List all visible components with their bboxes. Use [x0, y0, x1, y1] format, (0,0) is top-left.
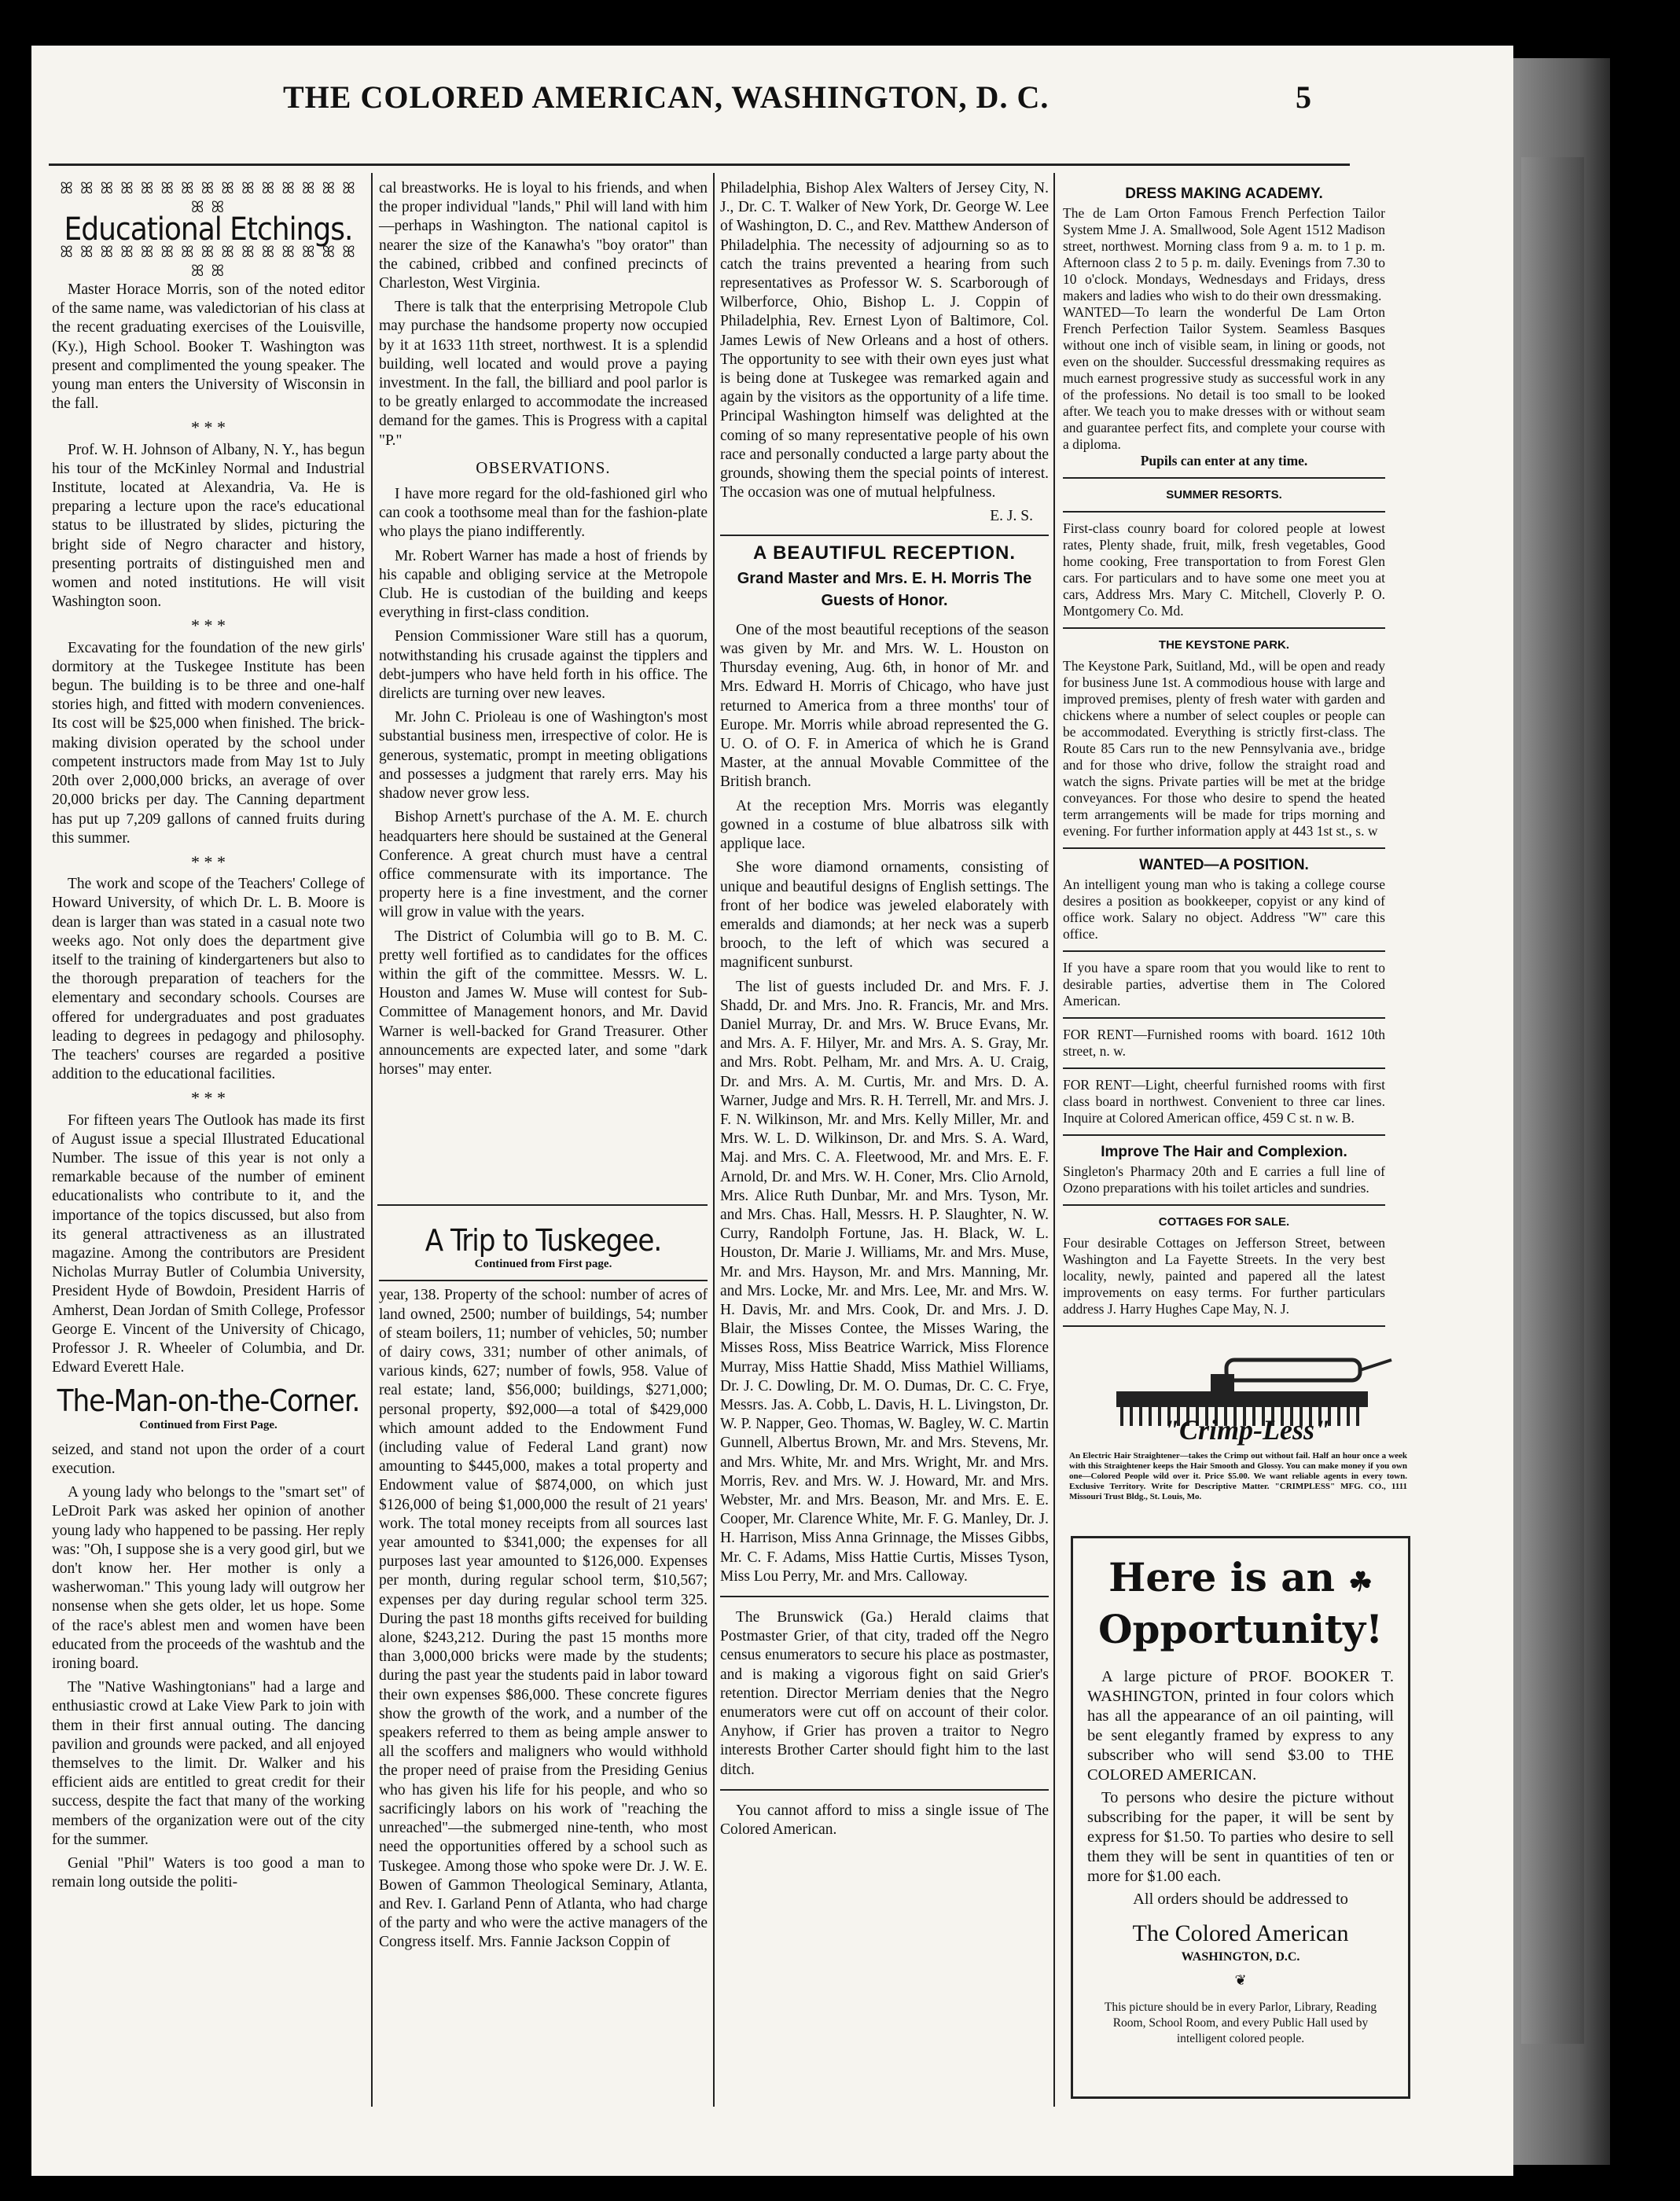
article-paragraph: I have more regard for the old-fashioned girl who can cook a toothsome meal than for the fashion-plate who plays the piano indifferently.: [379, 486, 708, 541]
article-paragraph: One of the most beautiful receptions of the season was given by Mr. and Mrs. W. L. Houston on Thursday evening, Aug. 6th, in honor of Mr. and Mrs. Edward H. Morris of Chicago, who have just returned to America from a three months' tour of Europe. Mr. Morris while abroad represented the G. U. O. of O. F. in America of which he is Grand Master, at the annual Movable Committee of the British branch.: [720, 621, 1049, 791]
article-paragraph: cal breastworks. He is loyal to his friends, and when the proper individual "lands," Phil will land with him—perhaps in Washington. The national capitol is nearer the size of the Kanawha's "boy orator" than the cabined, cribbed and confined precincts of Charleston, West Virginia.: [379, 180, 708, 292]
summer-resorts-heading: SUMMER RESORTS.: [1166, 488, 1282, 502]
separator-stars: * * *: [191, 417, 226, 438]
article-paragraph: For fifteen years The Outlook has made its first of August issue a special Illustrated Educational Number. The issue of this year is not only a remarkable because of the number of eminent educationalists who contribute to it, and the importance of the topics discussed, but also from its general attractiveness as an illustrated magazine. Among the contributors are President Nicholas Murray Butler of Columbia University, President Hyde of Bowdoin, President Harris of Amherst, Dean Jordan of Smith College, Professor George E. Vincent of the University of Chicago, Professor J. R. Wheeler of Columbia, and Dr. Edward Everett Hale.: [52, 1112, 365, 1376]
section-rule: [379, 1280, 708, 1281]
column-3: [720, 179, 1049, 1844]
article-paragraph: Excavating for the foundation of the new girls' dormitory at the Tuskegee Institute has been begun. The building is to be three and one-half stories high, and fitted with modern conveniences. Its cost will be $25,000 when finished. The brick-making division operated by the school under competent instructors made from May 1st to July 20th over 2,000,000 bricks, an average of over 20,000 bricks per day. The Canning department has put up 7,209 gallons of canned fruits during this summer.: [52, 639, 365, 847]
ad-text: First-class counry board for colored people at lowest rates, Plenty shade, fruit, milk, fresh vegetables, Good home cooking, Free transportation to from Forest Glen cars. For particulars and to have some one meet you at cars, Address Mrs. Mary C. Mitchell, Cloverly P. O. Montgomery Co. Md.: [1063, 520, 1385, 619]
ad-text: The Keystone Park, Suitland, Md., will be open and ready for business June 1st. A commodious house with large and improved premises, plenty of fresh water with garden and chickens where a number of select couples or people can be accommodated. Everything is strictly first-class. The Route 85 Cars run to the new Pennsylvania ave., bridge and for those who drive, follow the straight road and watch the signs. Private parties will be met at the bridge conveyances. For those who desire to spend the heated term arrangements will be made for trips morning and evening. For further information apply at 443 1st st., s. w: [1063, 658, 1385, 839]
article-paragraph: The "Native Washingtonians" had a large and enthusiastic crowd at Lake View Park to join with them in their first annual outing. The dancing pavilion and grounds were packed, and all enjoyed themselves to the limit. Dr. Walker and his efficient aids are entitled to great credit for their success, despite the fact that many of the working members of the organization were out of the city for the summer.: [52, 1679, 365, 1848]
article-paragraph: The District of Columbia will go to B. M. C. pretty well fortified as to candidates for the offices within the gift of the committee. Messrs. W. L. Houston and James W. Muse will contest for Sub-Committee of Management honors, and Mr. David Warner is well-backed for Grand Treasurer. Other announcements are expected later, and some "dark horses" may enter.: [379, 928, 708, 1078]
ad-divider: [1063, 847, 1385, 849]
opportunity-title: [1087, 1554, 1394, 1653]
publisher-place: WASHINGTON, D.C.: [1181, 1950, 1300, 1964]
article-paragraph: Prof. W. H. Johnson of Albany, N. Y., has begun his tour of the McKinley Normal and Industrial Institute, located at Alexandria, Va. He is preparing a lecture upon the race's educational status to be illustrated by slides, picturing the bright side of Negro character and history, presenting portraits of distinguished men and women and noted institutions. He will visit Washington soon.: [52, 441, 365, 611]
crimp-less-ad: [1069, 1336, 1407, 1525]
article-paragraph: Mr. John C. Prioleau is one of Washington's most substantial business men, irrespective of color. He is generous, systematic, prompt in meeting obligations and possesses a judgment that rarely errs. May his shadow never grow less.: [379, 709, 708, 803]
column-rule-3: [1053, 173, 1055, 2107]
shamrock-icon: ☘: [1348, 1567, 1373, 1598]
ad-text: WANTED—To learn the wonderful De Lam Orton French Perfection Tailor System. Seamless Basques without one inch of visible seam, in lining or goods, not even on the shoulder. Successful dressmaking requires as much earnest progressive study as successful work in any of the professions. No detail is too small to be looked after. We teach you to make dresses with or without seam and guarantee perfect fits, and complete your course with a diploma.: [1063, 304, 1385, 452]
ad-divider: [1063, 1134, 1385, 1136]
article-paragraph: Genial "Phil" Waters is too good a man to remain long outside the politi-: [52, 1855, 365, 1891]
observations-heading: OBSERVATIONS.: [476, 457, 611, 477]
continued-note: Continued from First page.: [474, 1258, 612, 1271]
opportunity-title-line1: Here is an ☘: [1108, 1554, 1373, 1600]
article-paragraph: She wore diamond ornaments, consisting of unique and beautiful designs of English settings. The front of her bodice was jeweled elaborately with emeralds and diamonds; at her neck was a superb brooch, to the left of which was secured a magnificent sunburst.: [720, 859, 1049, 972]
crimp-less-text: An Electric Hair Straightener—takes the Crimp out without fail. Half an hour once a week with this Straightener keeps the Hair Smooth and Glossy. You can make money if you own one—Colored People wild over it. Price $5.00. We want reliable agents in every town. Exclusive Territory. Write for Descriptive Matter. "CRIMPLESS" MFG. CO., 1111 Missouri Trust Bldg., St. Louis, Mo.: [1069, 1451, 1407, 1501]
ad-text: The de Lam Orton Famous French Perfection Tailor System Mme J. A. Smallwood, Sole Agent 1512 Madison street, northwest. Morning class from 9 a. m. to 1 p. m. Afternoon class 2 to 5 p. m. daily. Evenings from 7.30 to 10 o'clock. Mondays, Wednesdays and Fridays, dress makers and ladies who wish to do their own dressmaking.: [1063, 205, 1385, 303]
section-rule: [720, 535, 1049, 536]
article-paragraph: There is talk that the enterprising Metropole Club may purchase the handsome property now occupied by it at 1633 11th street, northwest. It is a splendid building, well located and would prove a paying investment. In the fall, the billiard and pool parlor is to be greatly enlarged to accommodate the increased demand for the games. This is Progress with a capital "P.": [379, 299, 708, 449]
opportunity-ad-box: [1071, 1536, 1410, 2099]
fleuron-icon: ❦: [1234, 1972, 1247, 1988]
column-rule-2: [713, 173, 715, 2107]
signature: E. J. S.: [990, 508, 1033, 525]
opportunity-text: A large picture of PROF. BOOKER T. WASHINGTON, printed in four colors which has all the appearance of an oil painting, will be sent elegantly framed by express to any subscriber who will send $3.00 to THE COLORED AMERICAN.: [1087, 1668, 1394, 1784]
hair-complexion-heading: Improve The Hair and Complexion.: [1101, 1144, 1347, 1160]
article-paragraph: Master Horace Morris, son of the noted editor of the same name, was valedictorian of his class at the recent graduating exercises of the Louisville, (Ky.), High School. Booker T. Washington was present and complimented the young speaker. The young man enters the University of Wisconsin in the fall.: [52, 281, 365, 413]
scan-top-border: [0, 0, 1680, 46]
trip-to-tuskegee-heading: A Trip to Tuskegee.: [425, 1223, 662, 1258]
ad-divider: [1063, 1204, 1385, 1206]
article-paragraph: Bishop Arnett's purchase of the A. M. E. church headquarters here should be sustained at the General Conference. A great church must have a central office commensurate with its importance. The property here is a fine investment, and the corner will grow in value with the years.: [379, 809, 708, 921]
ornament-bottom: ꕤ ꕤ ꕤ ꕤ ꕤ ꕤ ꕤ ꕤ ꕤ ꕤ ꕤ ꕤ ꕤ ꕤ ꕤ ꕤ ꕤ: [60, 243, 357, 280]
wanted-position-heading: WANTED—A POSITION.: [1139, 857, 1309, 873]
binding-shadow: [1521, 157, 1584, 2044]
opportunity-text: To persons who desire the picture without subscribing for the paper, it will be sent by express for $1.50. To parties who desire to sell them they will be sent in quantities of ten or more for $1.00 each.: [1087, 1789, 1394, 1885]
article-paragraph: Mr. Robert Warner has made a host of friends by his capable and obliging service at the Metropole Club. He is custodian of the building and keeps everything in first-class condition.: [379, 547, 708, 622]
keystone-park-heading: THE KEYSTONE PARK.: [1158, 638, 1290, 652]
ad-text: An intelligent young man who is taking a college course desires a position as bookkeeper, copyist or any kind of office work. Salary no object. Address "W" care this office.: [1063, 876, 1385, 942]
opportunity-text: All orders should be addressed to: [1133, 1891, 1348, 1908]
article-paragraph: At the reception Mrs. Morris was elegantly gowned in a costume of blue albatross silk with applique lace.: [720, 797, 1049, 853]
section-rule: [377, 1204, 708, 1206]
section-rule: [720, 1789, 1049, 1791]
dress-making-heading: DRESS MAKING ACADEMY.: [1125, 186, 1323, 202]
article-paragraph: A young lady who belongs to the "smart set" of LeDroit Park was asked her opinion of another young lady who happened to be passing. Her reply was: "Oh, I suppose she is a very good girl, but we don't know her. Her mother is only a washerwoman." This young lady will outgrow her nonsense when she gets older, let us hope. Some of the race's ablest men and women have been educated from the proceeds of the washtub and the ironing board.: [52, 1484, 365, 1673]
masthead-title: THE COLORED AMERICAN, WASHINGTON, D. C.: [283, 79, 1050, 115]
ad-divider: [1063, 1017, 1385, 1019]
article-paragraph: Pension Commissioner Ware still has a quorum, notwithstanding his crusade against the tipplers and debt-jumpers who have held forth in his office. The direlicts are turning over new leaves.: [379, 628, 708, 703]
page-number: 5: [1296, 79, 1311, 115]
ornament-top: ꕤ ꕤ ꕤ ꕤ ꕤ ꕤ ꕤ ꕤ ꕤ ꕤ ꕤ ꕤ ꕤ ꕤ ꕤ ꕤ ꕤ: [60, 180, 357, 217]
ad-divider: [1063, 627, 1385, 629]
column-2: [379, 179, 708, 1084]
ad-divider: [1063, 477, 1385, 479]
cottages-heading: COTTAGES FOR SALE.: [1158, 1215, 1290, 1229]
crimp-less-title: "Crimp-Less": [1164, 1414, 1330, 1446]
reception-subheading: Grand Master and Mrs. E. H. Morris The Guests of Honor.: [737, 569, 1032, 609]
article-paragraph: seized, and stand not upon the order of a court execution.: [52, 1441, 365, 1477]
educational-etchings-heading: Educational Etchings.: [64, 211, 353, 248]
publisher-name: The Colored American: [1132, 1920, 1349, 1946]
opportunity-title-line2: Opportunity!: [1097, 1606, 1384, 1652]
ad-divider: [1063, 950, 1385, 952]
article-paragraph: The list of guests included Dr. and Mrs. F. J. Shadd, Dr. and Mrs. Jno. R. Francis, Mr. and Mrs. Daniel Murray, Dr. and Mrs. W. Bruce Evans, Mr. and Mrs. A. F. Hilyer, Mr. and Mrs. A. S. Gray, Mr. and Mrs. Robt. Pelham, Mr. and Mrs. A. U. Craig, Dr. and Mrs. A. M. Curtis, Mr. and Mrs. D. A. Warner, Judge and Mrs. R. H. Terrell, Mr. and Mrs. J. F. N. Wilkinson, Mr. and Mrs. Kelly Miller, Mr. and Mrs. W. L. D. Wilkinson, Dr. and Mrs. S. A. Ward, Maj. and Mrs. C. A. Fleetwood, Mr. and Mrs. E. F. Arnold, Dr. and Mrs. W. H. Coner, Mrs. Clio Arnold, Mrs. Alice Ruth Dunbar, Mr. and Mrs. Tyson, Mr. and Mrs. Chas. Hall, Messrs. H. P. Slaughter, N. W. Curry, Randolph Fortune, Jas. H. Black, W. L. Houston, Dr. Marie J. Williams, Mr. and Mrs. Muse, Mr. and Mrs. Hayson, Mr. and Mrs. Manning, Mr. and Mrs. Locke, Mr. and Mrs. Lee, Mr. and Mrs. W. H. Davis, Mr. and Mrs. Cook, Dr. and Mrs. J. D. Blair, the Misses Contee, the Misses Waring, the Misses Ross, Miss Beatrice Warrick, Miss Florence Murray, Miss Hattie Shadd, Miss Mathiel Williams, Dr. J. C. Dowling, Dr. M. O. Dumas, Dr. C. C. Frye, Messrs. Jas. A. Cobb, L. Davis, H. L. Livingston, Dr. W. P. Napper, Geo. Thomas, W. Bagley, W. C. Martin Gunnell, Albertus Brown, Mr. and Mrs. Stevens, Mr. and Mrs. White, Mr. and Mrs. Wright, Mr. and Mrs. Morris, Rev. and Mrs. W. J. Howard, Mr. and Mrs. Webster, Mr. and Mrs. Beason, Mr. and Mrs. E. E. Cooper, Mr. Clarence White, Mr. F. G. Manley, Dr. J. H. Harrison, Miss Anna Grinnage, the Misses Gibbs, Mr. C. F. Adams, Miss Hattie Curtis, Misses Tyson, Miss Lou Perry, Mr. and Mrs. Calloway.: [720, 978, 1049, 1585]
opportunity-note: This picture should be in every Parlor, Library, Reading Room, School Room, and every Public Hall used by intelligent colored people.: [1104, 2001, 1377, 2045]
masthead-rule: [49, 164, 1350, 166]
separator-stars: * * *: [191, 1088, 226, 1108]
article-paragraph: year, 138. Property of the school: number of acres of land owned, 2500; number of buildings, 54; number of steam boilers, 11; number of vehicles, 50; number of dairy cows, 331; number of other animals, of various kinds, 627; number of fowls, 958. Value of real estate; land, $56,000; buildings, $271,000; personal property, $92,000—a total of $429,000 which amount added to the Endowment Fund (including value of Federal Land grant) now amounting to $445,000, makes a total property and Endowment value of $874,000, on which just $126,000 of being $1,000,000 the result of 21 years' work. The total money receipts from all sources last year amounted to $341,000; the expenses for all purposes last year amounted to $126,000. Expenses per month, during regular school term, $10,567; expenses per day during regular school term 325. During the past 18 months gifts received for building alone, $243,212. During the past 15 months more than 3,000,000 bricks were made by the students; during the past year the students paid in labor toward their own expenses $86,000. These concrete figures show the growth of the work, and a number of the speakers referred to them as being ample answer to all the scoffers and maligners who would withhold the proper need of praise from the Presiding Genius who has given his life for his people, and who so sacrificingly labors on his work of "reaching the unreached"—the submerged nine-tenth, who most need the opportunities offered by a school such as Tuskegee. Among those who spoke were Dr. J. W. E. Bowen of Gammon Theological Seminary, Atlanta, and Rev. I. Garland Penn of Atlanta, who had charge of the party and who were the active managers of the Congress itself. Mrs. Fannie Jackson Coppin of: [379, 1287, 708, 1951]
section-rule: [720, 1596, 1049, 1597]
ad-divider: [1063, 1325, 1385, 1327]
article-paragraph: The Brunswick (Ga.) Herald claims that Postmaster Grier, of that city, traded off the Negro census enumerators to secure his place as postmaster, and is making a vigorous fight on said Grier's retention. Director Merriam denies that the Negro enumerators were cut off on account of their color. Anyhow, if Grier has proven a traitor to Negro interests Brother Carter should fight him to the last ditch.: [720, 1609, 1049, 1778]
ad-text: Four desirable Cottages on Jefferson Street, between Washington and La Fayette Streets. In the very best locality, newly, painted and papered all the latest improvements on easy terms. For further particulars address J. Harry Hughes Cape May, N. J.: [1063, 1235, 1385, 1317]
ad-divider: [1063, 511, 1385, 513]
ad-text: Pupils can enter at any time.: [1140, 453, 1308, 468]
ad-text: If you have a spare room that you would like to rent to desirable parties, advertise them in The Colored American.: [1063, 960, 1385, 1009]
man-on-the-corner-heading: The-Man-on-the-Corner.: [57, 1383, 360, 1419]
ad-text: FOR RENT—Furnished rooms with board. 1612 10th street, n. w.: [1063, 1027, 1385, 1059]
ad-text: FOR RENT—Light, cheerful furnished rooms with first class board in northwest. Convenient to three car lines. Inquire at Colored American office, 459 C st. n w. B.: [1063, 1077, 1385, 1126]
column-1: [52, 179, 365, 1897]
ad-divider: [1063, 1067, 1385, 1069]
separator-stars: * * *: [191, 851, 226, 872]
continued-note: Continued from First Page.: [139, 1418, 278, 1431]
trip-article: [379, 1223, 708, 1957]
beautiful-reception-heading: A BEAUTIFUL RECEPTION.: [752, 542, 1016, 564]
separator-stars: * * *: [191, 615, 226, 636]
column-rule-1: [371, 173, 373, 2107]
article-paragraph: Philadelphia, Bishop Alex Walters of Jersey City, N. J., Dr. C. T. Walker of New York, Dr. George W. Lee of Washington, D. C., and Rev. Matthew Anderson of Philadelphia. The necessity of adjourning so as to catch the trains prevented a hearing from such representatives as Professor W. S. Scarborough of Wilberforce, Ohio, Bishop L. J. Coppin of Philadelphia, Rev. Ernest Lyon of Baltimore, Col. James Lewis of New Orleans and a host of others. The opportunity to see with their own eyes just what is being done at Tuskegee was remarked again and again by the visitors as the opportunity of a life time. Principal Washington himself was delighted at the coming of so many representative people of his own race and personally conducted a large party about the grounds, showing them the special points of interest. The occasion was one of mutual helpfulness.: [720, 180, 1049, 502]
ad-text: Singleton's Pharmacy 20th and E carries a full line of Ozono preparations with his toilet articles and sundries.: [1063, 1163, 1385, 1196]
article-paragraph: The work and scope of the Teachers' College of Howard University, of which Dr. L. B. Moore is dean is larger than was stated in a casual note two weeks ago. Not only does the department give itself to the training of kindergarteners but also to the thorough preparation of teachers for the elementary and secondary schools. Courses are offered for undergraduates and post graduates leading to degrees in pedagogy and philosophy. The teachers' courses are regarded a positive addition to the educational facilities.: [52, 876, 365, 1083]
ads-column: [1063, 182, 1385, 1335]
article-paragraph: You cannot afford to miss a single issue of The Colored American.: [720, 1802, 1049, 1839]
